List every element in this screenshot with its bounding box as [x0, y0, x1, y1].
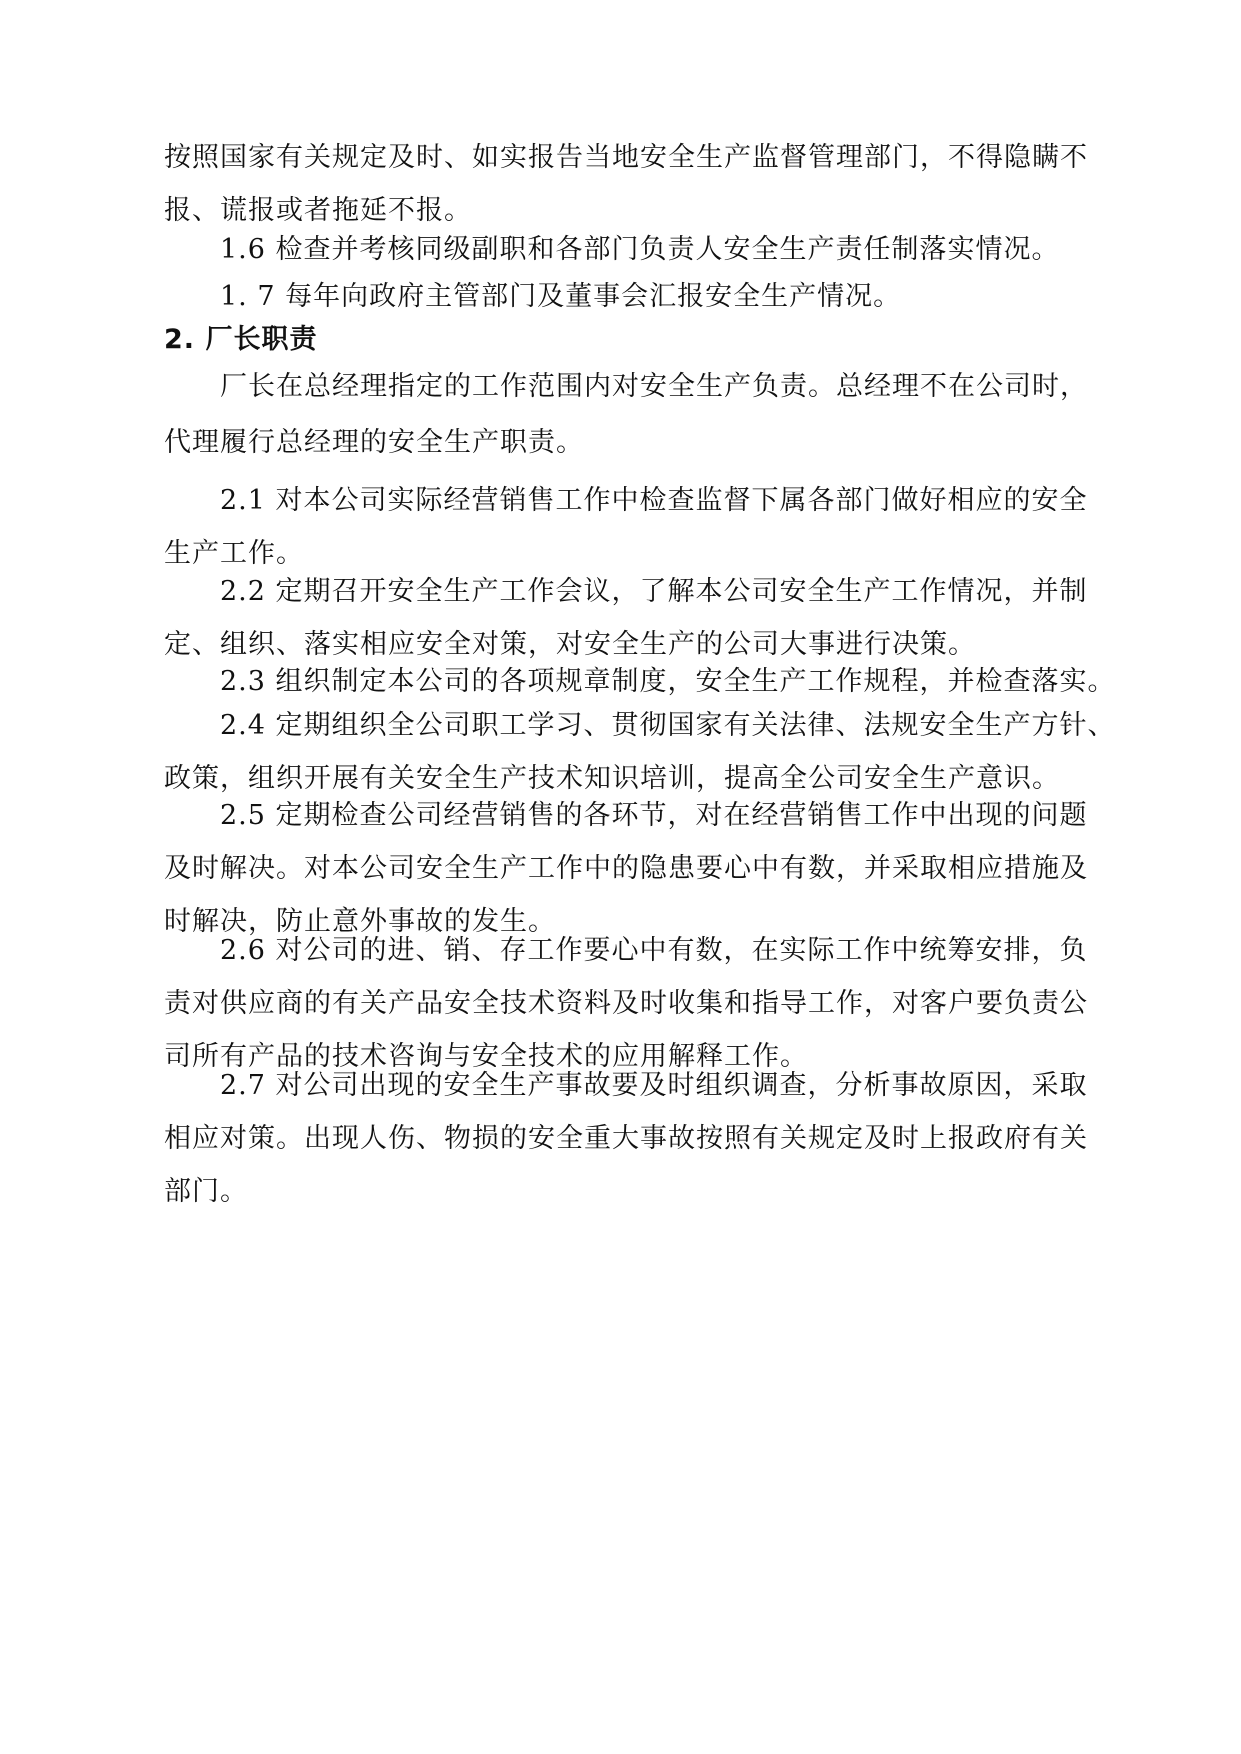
section-2-intro-line-2: 代理履行总经理的安全生产职责。 — [164, 427, 584, 458]
item-2-3-line-1: 2.3 组织制定本公司的各项规章制度，安全生产工作规程，并检查落实。 — [220, 666, 1116, 697]
item-2-5-line-1: 2.5 定期检查公司经营销售的各环节，对在经营销售工作中出现的问题 — [220, 800, 1088, 831]
item-1-7-line-1: 1. 7 每年向政府主管部门及董事会汇报安全生产情况。 — [220, 281, 902, 312]
item-1-6-line-1: 1.6 检查并考核同级副职和各部门负责人安全生产责任制落实情况。 — [220, 234, 1060, 265]
item-2-7-line-2: 相应对策。出现人伤、物损的安全重大事故按照有关规定及时上报政府有关 — [164, 1123, 1088, 1154]
intro-line-1: 按照国家有关规定及时、如实报告当地安全生产监督管理部门，不得隐瞒不 — [164, 142, 1088, 173]
item-1-6 — [164, 223, 1144, 276]
section-2-intro-cont — [164, 416, 1144, 469]
item-2-7 — [164, 1059, 1144, 1218]
item-2-1-line-2: 生产工作。 — [164, 538, 304, 569]
item-2-7-line-3: 部门。 — [164, 1176, 248, 1207]
item-2-5-line-2: 及时解决。对本公司安全生产工作中的隐患要心中有数，并采取相应措施及 — [164, 853, 1088, 884]
item-2-7-line-1: 2.7 对公司出现的安全生产事故要及时组织调查，分析事故原因，采取 — [220, 1070, 1088, 1101]
item-2-2-line-2: 定、组织、落实相应安全对策，对安全生产的公司大事进行决策。 — [164, 629, 976, 660]
item-2-2-line-1: 2.2 定期召开安全生产工作会议，了解本公司安全生产工作情况，并制 — [220, 576, 1088, 607]
intro-line-2: 报、谎报或者拖延不报。 — [164, 195, 472, 226]
item-2-6-line-1: 2.6 对公司的进、销、存工作要心中有数，在实际工作中统筹安排，负 — [220, 935, 1088, 966]
item-2-4-line-2: 政策，组织开展有关安全生产技术知识培训，提高全公司安全生产意识。 — [164, 763, 1060, 794]
item-2-5-line-3: 时解决，防止意外事故的发生。 — [164, 906, 556, 937]
item-2-6-line-2: 责对供应商的有关产品安全技术资料及时收集和指导工作，对客户要负责公 — [164, 988, 1088, 1019]
item-2-6-line-3: 司所有产品的技术咨询与安全技术的应用解释工作。 — [164, 1041, 808, 1072]
section-2-heading: 2. 厂长职责 — [164, 324, 318, 355]
item-2-4-line-1: 2.4 定期组织全公司职工学习、贯彻国家有关法律、法规安全生产方针、 — [220, 710, 1116, 741]
intro-paragraph — [164, 131, 1144, 237]
item-2-1-line-1: 2.1 对本公司实际经营销售工作中检查监督下属各部门做好相应的安全 — [220, 485, 1088, 516]
section-2-intro — [164, 360, 1144, 413]
section-2-heading-block — [164, 313, 1144, 366]
section-2-intro-line-1: 厂长在总经理指定的工作范围内对安全生产负责。总经理不在公司时， — [220, 371, 1088, 402]
